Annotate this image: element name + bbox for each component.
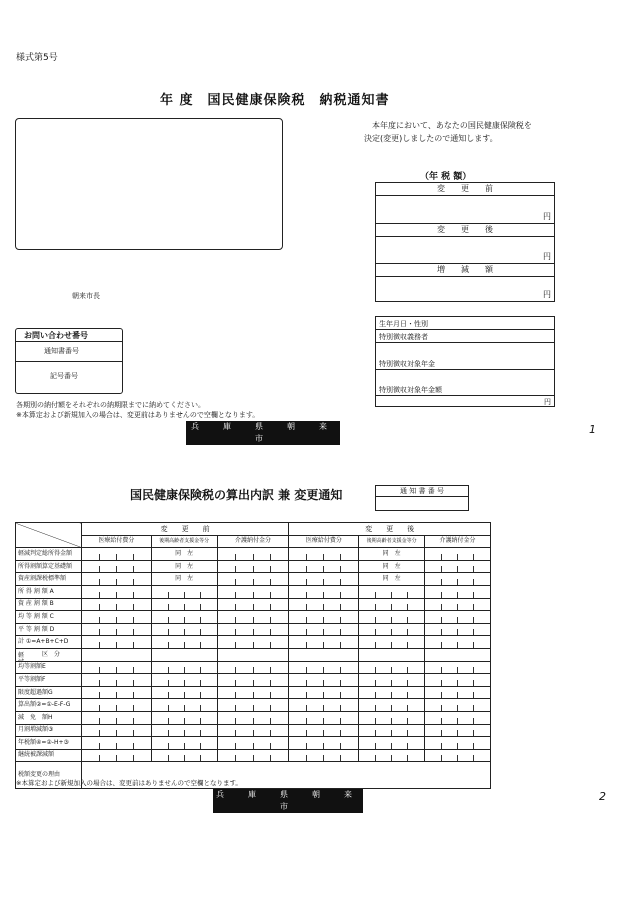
amount-cell [217,560,289,573]
reduction-label: 軽 [18,651,25,659]
amount-cell [289,548,359,561]
amount-cell [151,674,217,687]
amount-cell [289,611,359,624]
amount-cell [151,711,217,724]
amount-cell [217,711,289,724]
info-pension-amount: 特別徴収対象年金額 [379,386,442,394]
amount-cell [289,737,359,750]
address-window [15,118,283,250]
breakdown-notice-no-box [375,485,469,511]
amount-cell [81,711,151,724]
amount-cell [359,737,425,750]
annual-tax-box [375,182,555,302]
yen-diff: 円 [543,290,551,299]
amount-cell [359,724,425,737]
mayor-label: 朝来市長 [72,292,100,300]
amount-cell [217,585,289,598]
inquiry-notice-no: 通知書番号 [44,347,79,355]
amount-cell [217,749,289,762]
amount-cell [81,598,151,611]
info-birth: 生年月日・性別 [379,320,428,328]
notice-note-1: 各期別の納付額をそれぞれの納期限までに納めてください。 [16,401,205,409]
amount-cell [81,560,151,573]
intro-line-2: 決定(変更)しましたので通知します。 [364,134,498,143]
col-medical-after: 医療給付費分 [289,535,359,548]
issuer-bar-2: 兵 庫 県 朝 来 市 [213,789,363,813]
page-mark-2: 2 [599,790,606,803]
breakdown-table [15,522,491,789]
same-as-left: 同 左 [359,573,425,586]
breakdown-notice-no-label: 通 知 書 番 号 [376,486,468,497]
info-yen: 円 [544,398,551,406]
amount-cell [217,661,289,674]
col-care-after: 介護納付金分 [425,535,491,548]
amount-cell [151,661,217,674]
amount-cell [289,636,359,649]
amount-cell [289,711,359,724]
amount-cell [81,749,151,762]
amount-cell [151,749,217,762]
amount-cell [217,623,289,636]
amount-cell [289,573,359,586]
col-support-after: 後期高齢者支援金等分 [359,535,425,548]
amount-cell [425,636,491,649]
amount-cell [81,573,151,586]
amount-cell [425,611,491,624]
amount-cell [359,661,425,674]
amount-cell [151,724,217,737]
breakdown-row-0: 軽減判定総所得金額 [16,548,82,561]
amount-cell [217,636,289,649]
breakdown-row-2: 資産割課税標準額 [16,573,82,586]
amount-cell [81,724,151,737]
amount-cell [289,623,359,636]
amount-cell [81,661,151,674]
amount-cell [289,686,359,699]
amount-cell [289,749,359,762]
issuer-bar-1: 兵 庫 県 朝 来 市 [186,421,340,445]
same-as-left: 同 左 [151,560,217,573]
amount-cell [425,711,491,724]
amount-cell [425,699,491,712]
amount-cell [151,636,217,649]
amount-cell [289,699,359,712]
before-label: 変 更 前 [376,183,554,196]
amount-cell [425,573,491,586]
same-as-left: 同 左 [359,560,425,573]
reduction-row-1: 平等割額F [16,674,82,687]
amount-cell [81,548,151,561]
amount-cell [425,737,491,750]
amount-cell [359,598,425,611]
amount-cell [425,585,491,598]
amount-cell [81,585,151,598]
amount-cell [217,699,289,712]
after-header: 変 更 後 [289,523,491,536]
amount-cell [151,737,217,750]
amount-cell [425,686,491,699]
inquiry-title: お問い合わせ番号 [16,329,122,342]
amount-cell [425,623,491,636]
amount-cell [425,548,491,561]
yen-after: 円 [543,252,551,261]
inquiry-record-no: 記号番号 [50,372,78,380]
breakdown-row2-1: 算出額②=①-E-F-G [16,699,82,712]
inquiry-box [15,328,123,394]
amount-cell [81,636,151,649]
notice-note-2: ※本算定および新規加入の場合は、変更前はありませんので空欄となります。 [16,411,260,419]
amount-cell [359,585,425,598]
amount-cell [151,623,217,636]
amount-cell [217,737,289,750]
amount-cell [359,623,425,636]
amount-cell [151,585,217,598]
amount-cell [425,598,491,611]
amount-cell [359,674,425,687]
col-care-before: 介護納付金分 [217,535,289,548]
breakdown-row2-0: 限度超過額G [16,686,82,699]
amount-cell [81,686,151,699]
amount-cell [151,699,217,712]
amount-cell [217,611,289,624]
amount-cell [151,598,217,611]
breakdown-title: 国民健康保険税の算出内訳 兼 変更通知 [130,488,343,502]
reduction-row-0: 均等割額E [16,661,82,674]
breakdown-row-5: 均 等 割 額 C [16,611,82,624]
page-mark-1: 1 [589,423,596,436]
annual-tax-header: （年 税 額） [420,172,472,182]
corner-cell [16,523,82,548]
breakdown-row-1: 所得割額算定基礎額 [16,560,82,573]
amount-cell [425,724,491,737]
amount-cell [217,548,289,561]
amount-cell [217,573,289,586]
amount-cell [359,636,425,649]
info-pension: 特別徴収対象年金 [379,360,435,368]
amount-cell [359,711,425,724]
amount-cell [151,686,217,699]
amount-cell [425,661,491,674]
reduction-header: 区 分 [42,650,61,658]
col-medical-before: 医療給付費分 [81,535,151,548]
breakdown-row-6: 平 等 割 額 D [16,623,82,636]
breakdown-row2-4: 年税額④=②-H+③ [16,737,82,750]
amount-cell [359,699,425,712]
intro-line-1: 本年度において、あなたの国民健康保険税を [372,121,532,130]
info-box [375,316,555,407]
amount-cell [425,749,491,762]
amount-cell [81,623,151,636]
amount-cell [217,598,289,611]
amount-cell [217,674,289,687]
amount-cell [289,585,359,598]
amount-cell [289,560,359,573]
same-as-left: 同 左 [359,548,425,561]
amount-cell [425,674,491,687]
breakdown-row-7: 計 ①=A+B+C+D [16,636,82,649]
col-support-before: 後期高齢者支援金等分 [151,535,217,548]
breakdown-row2-2: 減 免 額H [16,711,82,724]
form-number: 様式第5号 [16,53,58,63]
diff-label: 増 減 額 [376,263,554,277]
breakdown-row-4: 資 産 割 額 B [16,598,82,611]
breakdown-row-3: 所 得 割 額 A [16,585,82,598]
amount-cell [289,661,359,674]
amount-cell [359,611,425,624]
amount-cell [289,598,359,611]
amount-cell [359,749,425,762]
amount-cell [81,674,151,687]
amount-cell [81,737,151,750]
amount-cell [217,724,289,737]
yen-before: 円 [543,212,551,221]
reason-label: 税額変更の理由 [16,762,82,789]
amount-cell [289,674,359,687]
breakdown-row2-3: 月割増減額③ [16,724,82,737]
same-as-left: 同 左 [151,548,217,561]
reduction-head [16,648,82,661]
same-as-left: 同 左 [151,573,217,586]
before-header: 変 更 前 [81,523,288,536]
amount-cell [81,611,151,624]
amount-cell [151,611,217,624]
amount-cell [81,699,151,712]
amount-cell [289,724,359,737]
breakdown-row2-5: 継続被課減額 [16,749,82,762]
amount-cell [217,686,289,699]
amount-cell [359,686,425,699]
info-obligor: 特別徴収義務者 [379,333,428,341]
notice-title: 年 度 国民健康保険税 納税通知書 [160,93,390,108]
amount-cell [425,560,491,573]
breakdown-note: ※本算定および新規加入の場合は、変更前はありませんので空欄となります。 [16,779,242,787]
after-label: 変 更 後 [376,223,554,237]
